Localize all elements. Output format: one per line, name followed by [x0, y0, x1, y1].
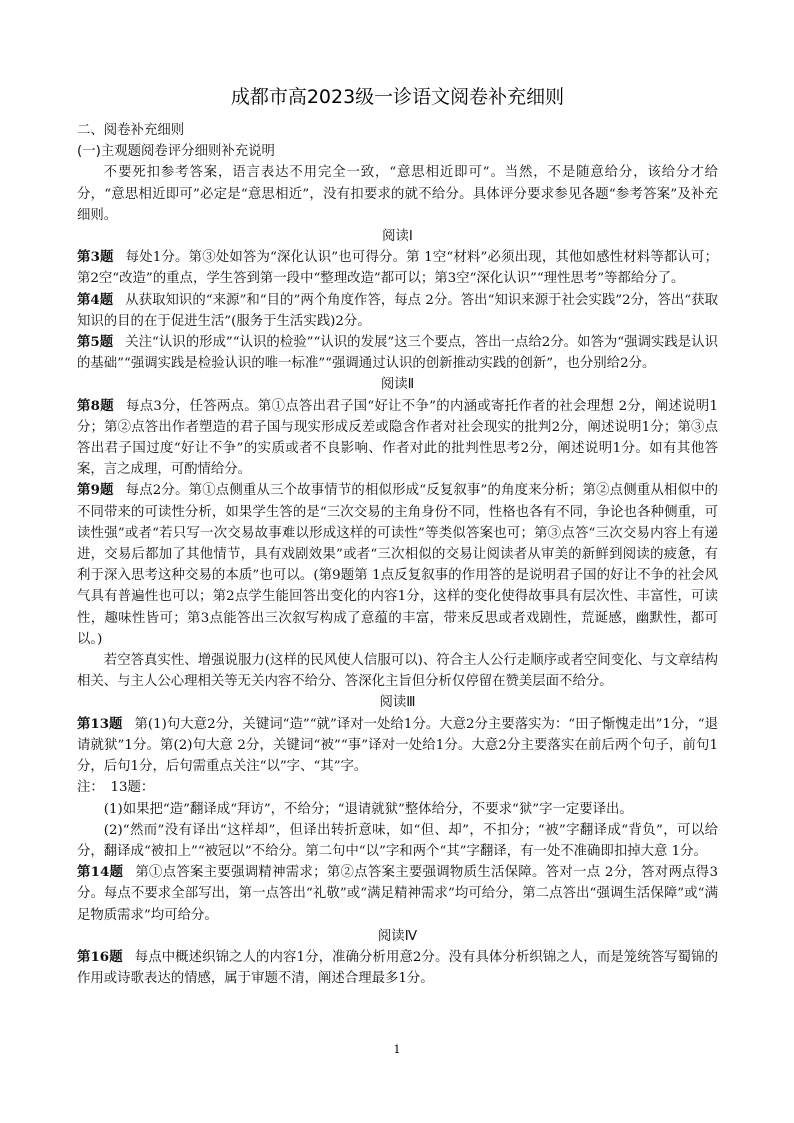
page-number: 1: [393, 1043, 401, 1056]
section-heading: 二、阅卷补充细则: [77, 123, 185, 138]
q3-paragraph: [77, 247, 718, 289]
q4-text: 从获取知识的“来源”和“目的”两个角度作答，每点 2分。答出“知识来源于社会实践”2分，答出“获取知识的目的在于促进生活”(服务于生活实践)2分。: [77, 292, 718, 329]
note-1-paragraph: (1)如果把“造”翻译成“拜访”，不给分；“退请就狱”整体给分，不要求“狱”字一定要译出。: [103, 801, 633, 817]
note-line: [77, 777, 718, 798]
q5-paragraph: [77, 332, 718, 374]
q16-text: 每点中概述织锦之人的内容1分，准确分析用意2分。没有具体分析织锦之人，而是笼统答写蜀锦的作用或诗歌表达的情感，属于审题不清，阐述合理最多1分。: [77, 949, 718, 987]
note-label: 注：: [77, 780, 104, 796]
reading-4-label: 阅读Ⅳ: [377, 928, 418, 944]
q3-text: 每处1分。第③处如答为“深化认识”也可得分。第 1空“材料”必须出现，其他如感性材料等都认可；第2空“改造”的重点，学生答到第一段中“整理改造”都可以；第3空“深化认识”“理性思考”等都给分了。: [77, 250, 718, 287]
q13-paragraph: [77, 714, 718, 778]
q14-text: 第①点答案主要强调精神需求；第②点答案主要强调物质生活保障。答对一点 2分，答对两点得3分。每点不要求全部写出，第一点答出“礼敬”或“满足精神需求”均可给分，第二点答出“强调生活保障”或“满足物质需求”均可给分。: [77, 865, 718, 923]
intro-paragraph: 不要死扣参考答案，语言表达不用完全一致，“意思相近即可”。当然，不是随意给分，该给分才给分，“意思相近即可”必定是“意思相近”，没有扣要求的就不给分。具体评分要求参见各题“参考答案”及补充细则。: [77, 165, 718, 223]
note-2-paragraph: (2)“然而”没有译出“这样却”，但译出转折意味，如“但、却”，不扣分；“被”字翻译成“背负”，可以给分，翻译成“被扣上”“被冠以”不给分。第二句中“以”字和两个“其”字翻译，有一处不准确即扣掉大意 1分。: [77, 822, 718, 859]
q8-text: 每点3分，任答两点。第①点答出君子国“好让不争”的内涵或寄托作者的社会理想 2分，阐述说明1分；第②点答出作者塑造的君子国与现实形成反差或隐含作者对社会现实的批判2分，阐述说明1分；第③点答出君子国过度“好让不争”的实质或者不良影响、作者对此的批判性思考2分，阐述说明1分。如有其他答案，言之成理，可酌情给分。: [77, 398, 718, 478]
q16-paragraph: [77, 947, 718, 989]
q5-text: 关注“认识的形成”“认识的检验”“认识的发展”这三个要点，答出一点给2分。如答为“强调实践是认识的基础”“强调实践是检验认识的唯一标准”“强调通过认识的创新推动实践的创新”，也分别给2分。: [77, 335, 718, 372]
sub-heading: (一)主观题阅卷评分细则补充说明: [77, 144, 275, 160]
q9-number: 第9题: [77, 482, 114, 499]
q16-number: 第16题: [77, 948, 123, 965]
q9-text: 每点2分。第①点侧重从三个故事情节的相似形成“反复叙事”的角度来分析；第②点侧重从相似中的不同带来的可读性分析，如果学生答的是“三次交易的主角身份不同，性格也各有不同，争论也各种侧重，可读性强”或者“若只写一次交易故事难以形成这样的可读性”等类似答案也可；第③点答“三次交易内容上有递进，交易后都加了其他情节，具有戏剧效果”或者“三次相似的交易让阅读者从审美的新鲜到阅读的疲惫，有利于深入思考这种交易的本质”也可以。(第9题第 1点反复叙事的作用答的是说明君子国的好让不争的社会风气具有普遍性也可以；第2点学生能回答出变化的内容1分，这样的变化使得故事具有层次性、丰富性，可读性，趣味性皆可；第3点能答出三次叙写构成了意蕴的丰富，带来反思或者戏剧性，荒诞感，幽默性，都可以。): [77, 483, 718, 647]
q8-paragraph: [77, 396, 718, 481]
note-title: 13题：: [110, 780, 155, 796]
reading-1-label: 阅读Ⅰ: [382, 229, 413, 245]
q9-extra-paragraph: 若空答真实性、增强说服力(这样的民风使人信服可以)、符合主人公行走顺序或者空间变化、与文章结构相关、与主人公心理相关等无关内容不给分、答深化主旨但分析仅停留在赞美层面不给分。: [77, 653, 718, 690]
q3-number: 第3题: [77, 249, 114, 266]
q13-text: 第(1)句大意2分，关键词“造”“就”译对一处给1分。大意2分主要落实为：“田子惭愧走出”1分，“退请就狱”1分。第(2)句大意 2分，关键词“被”“事”译对一处给1分。大意2分主要落实在前后两个句子，前句1分，后句1分，后句需重点关注“以”字、“其”字。: [77, 716, 718, 775]
q14-number: 第14题: [77, 864, 124, 881]
q8-number: 第8题: [77, 397, 114, 414]
reading-3-label: 阅读Ⅲ: [379, 695, 416, 711]
document-page: [77, 84, 718, 989]
q4-number: 第4题: [77, 291, 114, 308]
q13-number: 第13题: [77, 715, 123, 732]
q4-paragraph: [77, 290, 718, 332]
q5-number: 第5题: [77, 334, 114, 351]
q9-paragraph: [77, 480, 718, 650]
q14-paragraph: [77, 862, 718, 926]
page-title: 成都市高2023级一诊语文阅卷补充细则: [230, 86, 565, 108]
reading-2-label: 阅读Ⅱ: [380, 377, 415, 393]
